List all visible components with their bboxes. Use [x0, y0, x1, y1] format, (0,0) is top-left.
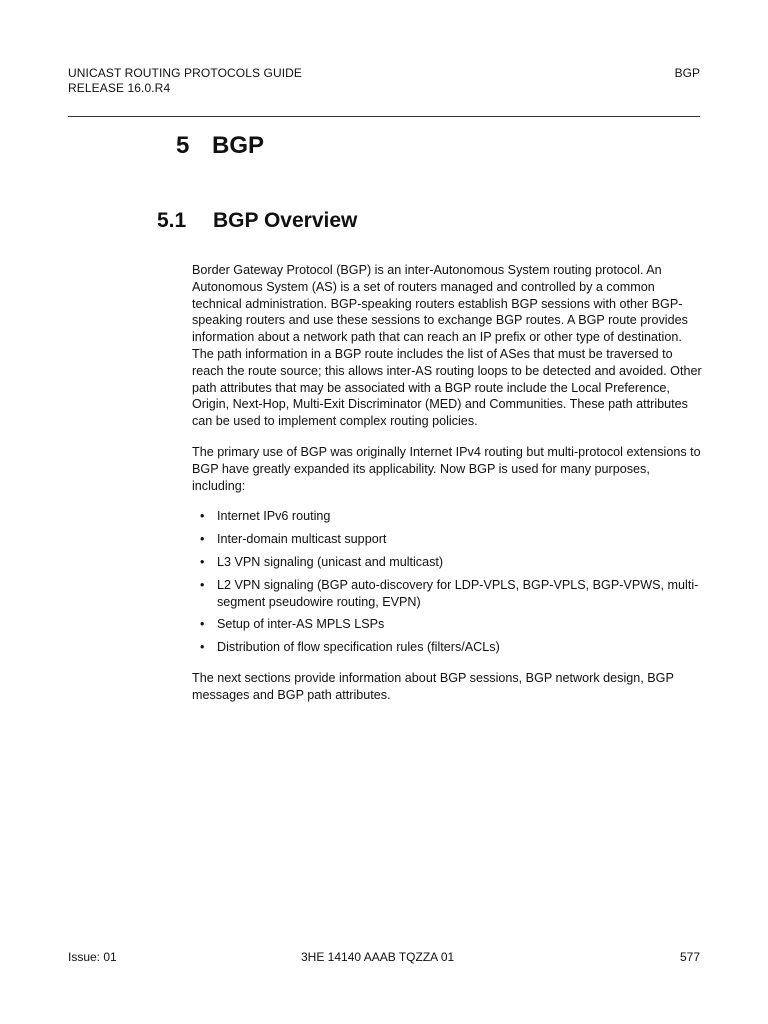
bullet-glyph: •	[200, 617, 205, 632]
list-item	[200, 616, 704, 633]
chapter-number: 5	[176, 132, 190, 159]
running-header	[68, 66, 302, 96]
release-label: RELEASE 16.0.R4	[68, 81, 171, 95]
paragraph-next-sections: The next sections provide information about BGP sessions, BGP network design, BGP messages and BGP path attributes.	[192, 670, 674, 702]
list-item	[200, 577, 704, 611]
section-number: 5.1	[157, 209, 187, 232]
list-item-text: Internet IPv6 routing	[217, 509, 331, 524]
header-section-name: BGP	[674, 66, 700, 80]
paragraph-intro: Border Gateway Protocol (BGP) is an inter-Autonomous System routing protocol. An Autonomous System (AS) is a set of routers managed and controlled by a common technical administration. BGP-speaking routers establish BGP sessions with other BGP-speaking routers and use these sessions to exchange BGP routes. A BGP route provides information about a network path that can reach an IP prefix or other type of destination. The path information in a BGP route includes the list of ASes that must be traversed to reach the route source; this allows inter-AS routing loops to be detected and avoided. Other path attributes that may be associated with a BGP route include the Local Preference, Origin, Next-Hop, Multi-Exit Discriminator (MED) and Communities. These path attributes can be used to implement complex routing policies.	[192, 263, 702, 429]
body-text	[192, 262, 704, 718]
list-item	[200, 639, 704, 656]
uses-list	[192, 508, 704, 656]
section-heading	[157, 207, 357, 235]
list-item-text: Distribution of flow specification rules (filters/ACLs)	[217, 640, 500, 655]
list-item	[200, 531, 704, 548]
bullet-glyph: •	[200, 509, 205, 524]
bullet-glyph: •	[200, 554, 205, 569]
list-item	[200, 554, 704, 571]
bullet-glyph: •	[200, 577, 205, 592]
chapter-heading	[176, 131, 264, 161]
header-divider	[68, 116, 700, 117]
list-item-text: L2 VPN signaling (BGP auto-discovery for LDP-VPLS, BGP-VPLS, BGP-VPWS, multi-segment pseudowire routing, EVPN)	[217, 577, 699, 609]
paragraph-uses: The primary use of BGP was originally Internet IPv4 routing but multi-protocol extensions to BGP have greatly expanded its applicability. Now BGP is used for many purposes, including:	[192, 444, 701, 493]
footer-issue: Issue: 01	[68, 950, 117, 964]
list-item-text: Inter-domain multicast support	[217, 532, 387, 547]
bullet-glyph: •	[200, 532, 205, 547]
list-item	[200, 508, 704, 525]
list-item-text: Setup of inter-AS MPLS LSPs	[217, 617, 385, 632]
guide-title: UNICAST ROUTING PROTOCOLS GUIDE	[68, 66, 303, 80]
section-title: BGP Overview	[213, 209, 358, 232]
footer-doc-code: 3HE 14140 AAAB TQZZA 01	[301, 950, 455, 964]
bullet-glyph: •	[200, 640, 205, 655]
list-item-text: L3 VPN signaling (unicast and multicast)	[217, 554, 444, 569]
footer-page-number: 577	[679, 950, 700, 964]
chapter-title: BGP	[212, 132, 265, 159]
